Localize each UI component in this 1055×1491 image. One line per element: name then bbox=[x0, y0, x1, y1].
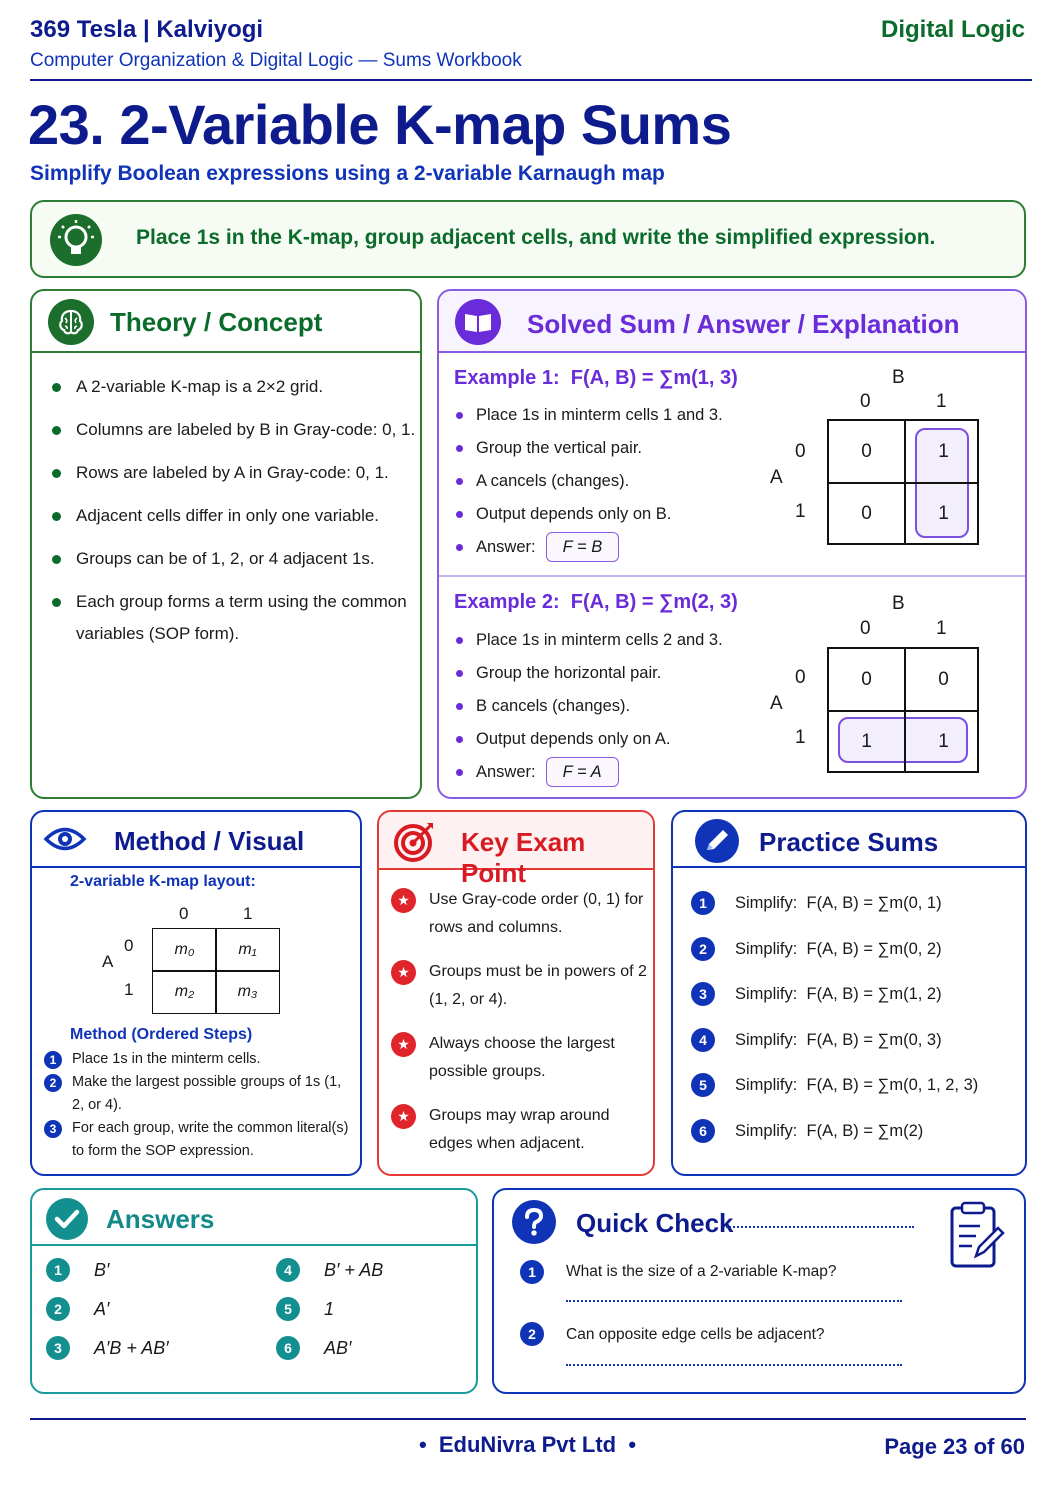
list-item bbox=[391, 958, 651, 1014]
answers-header bbox=[32, 1190, 476, 1246]
pencil-icon bbox=[695, 819, 739, 863]
example-2-kmap bbox=[827, 647, 979, 773]
list-item bbox=[691, 932, 1021, 978]
answer-line[interactable] bbox=[566, 1364, 902, 1366]
example-label: Example 2: bbox=[454, 591, 560, 613]
list-item: A 2-variable K-map is a 2×2 grid. bbox=[50, 371, 420, 403]
method-header bbox=[32, 812, 360, 868]
answer-label: Answer: bbox=[476, 538, 536, 556]
practice-expr: F(A, B) = ∑m(0, 1) bbox=[806, 894, 942, 912]
practice-expr: F(A, B) = ∑m(0, 3) bbox=[806, 1030, 942, 1049]
list-item bbox=[44, 1117, 354, 1163]
example-2-steps bbox=[454, 624, 784, 789]
question-number: 1 bbox=[520, 1260, 544, 1284]
tip-box bbox=[30, 200, 1026, 278]
item-number: 6 bbox=[691, 1119, 715, 1143]
brand-name: 369 Tesla | Kalviyogi bbox=[30, 16, 264, 43]
list-item: Columns are labeled by B in Gray-code: 0, 1. bbox=[50, 414, 420, 446]
answer-item: A′B + AB′ bbox=[94, 1338, 169, 1358]
answer-box: F = A bbox=[546, 757, 619, 787]
kmap-col-header: 1 bbox=[243, 904, 253, 923]
list-item: Groups can be of 1, 2, or 4 adjacent 1s. bbox=[50, 543, 420, 575]
list-item: Group the horizontal pair. bbox=[454, 657, 784, 690]
practice-prefix: Simplify: bbox=[735, 985, 798, 1003]
practice-prefix: Simplify: bbox=[735, 1121, 798, 1140]
kmap-col-header: 1 bbox=[936, 391, 947, 412]
example-2-title bbox=[454, 591, 738, 614]
item-number: 3 bbox=[691, 982, 715, 1006]
bullet-dot: • bbox=[418, 1432, 427, 1457]
answer-item: 1 bbox=[324, 1299, 335, 1319]
step-text: For each group, write the common literal(s) to form the SOP expression. bbox=[72, 1120, 349, 1159]
layout-kmap bbox=[152, 928, 280, 1014]
answer-item: A′ bbox=[94, 1299, 110, 1319]
practice-panel bbox=[671, 810, 1027, 1176]
subject-label: Digital Logic bbox=[881, 16, 1025, 43]
kmap-cell: 0 bbox=[861, 669, 872, 690]
step-text: Make the largest possible groups of 1s (1, 2, or 4). bbox=[72, 1074, 342, 1113]
key-points bbox=[391, 886, 651, 1174]
kmap-row-header: 1 bbox=[795, 727, 806, 748]
star-icon: ★ bbox=[391, 960, 416, 985]
list-item: Group the vertical pair. bbox=[454, 432, 784, 465]
item-number: 5 bbox=[691, 1073, 715, 1097]
kmap-col-var: B bbox=[892, 593, 905, 614]
example-1-steps bbox=[454, 399, 784, 564]
method-panel bbox=[30, 810, 362, 1176]
kmap-cell: m₀ bbox=[174, 941, 195, 958]
list-item: Output depends only on B. bbox=[454, 498, 784, 531]
answer-number: 1 bbox=[46, 1258, 70, 1282]
kmap-row-header: 0 bbox=[795, 667, 806, 688]
kmap-row-var: A bbox=[770, 693, 783, 714]
answer-item: B′ + AB bbox=[324, 1260, 384, 1280]
kmap-row-header: 1 bbox=[124, 980, 134, 999]
question-icon bbox=[512, 1200, 556, 1244]
theory-panel bbox=[30, 289, 422, 799]
example-separator bbox=[439, 575, 1025, 577]
list-item bbox=[691, 1068, 1021, 1114]
quick-check-title: Quick Check bbox=[576, 1208, 734, 1238]
bullet-dot: • bbox=[628, 1432, 637, 1457]
clipboard-icon bbox=[946, 1200, 1006, 1270]
practice-list bbox=[691, 886, 1021, 1159]
kmap-row-header: 1 bbox=[795, 501, 806, 522]
example-1-title bbox=[454, 367, 738, 390]
list-item: Place 1s in minterm cells 1 and 3. bbox=[454, 399, 784, 432]
kmap-col-header: 0 bbox=[179, 904, 189, 923]
kmap-col-header: 0 bbox=[860, 391, 871, 412]
kmap-cell: m₁ bbox=[238, 941, 257, 958]
theory-bullets bbox=[50, 371, 420, 661]
eye-icon bbox=[42, 816, 88, 862]
practice-expr: F(A, B) = ∑m(0, 1, 2, 3) bbox=[806, 1076, 979, 1094]
practice-expr: F(A, B) = ∑m(2) bbox=[806, 1121, 924, 1140]
list-item bbox=[691, 977, 1021, 1023]
book-subtitle: Computer Organization & Digital Logic — Sums Workbook bbox=[30, 50, 522, 71]
kmap-row-header: 0 bbox=[795, 441, 806, 462]
list-item: Adjacent cells differ in only one variable. bbox=[50, 500, 420, 532]
answer-label: Answer: bbox=[476, 763, 536, 781]
example-expression: F(A, B) = ∑m(2, 3) bbox=[570, 591, 738, 613]
kmap-col-header: 0 bbox=[860, 618, 871, 639]
list-item bbox=[391, 1030, 651, 1086]
list-item bbox=[454, 756, 784, 789]
star-icon: ★ bbox=[391, 1032, 416, 1057]
kmap-col-var: B bbox=[892, 367, 905, 388]
title-dots bbox=[726, 1226, 914, 1228]
theory-title: Theory / Concept bbox=[110, 307, 323, 337]
practice-expr: F(A, B) = ∑m(1, 2) bbox=[806, 985, 942, 1003]
example-1-kmap bbox=[827, 419, 979, 545]
kmap-row-var: A bbox=[770, 467, 783, 488]
practice-prefix: Simplify: bbox=[735, 1030, 798, 1049]
step-number: 3 bbox=[44, 1120, 62, 1138]
kmap-row-var: A bbox=[102, 952, 114, 971]
answer-item: B′ bbox=[94, 1260, 110, 1280]
answers-panel bbox=[30, 1188, 478, 1394]
step-number: 2 bbox=[44, 1074, 62, 1092]
list-item bbox=[391, 1102, 651, 1158]
kmap-cell: m₃ bbox=[237, 983, 258, 1000]
header-divider bbox=[30, 79, 1032, 81]
list-item: Place 1s in minterm cells 2 and 3. bbox=[454, 624, 784, 657]
practice-header bbox=[673, 812, 1025, 868]
kmap-cell: m₂ bbox=[174, 983, 195, 1000]
key-exam-header bbox=[379, 812, 653, 888]
method-title: Method / Visual bbox=[114, 826, 305, 856]
question-text: Can opposite edge cells be adjacent? bbox=[566, 1326, 825, 1343]
list-item: Each group forms a term using the common variables (SOP form). bbox=[50, 586, 420, 650]
item-number: 4 bbox=[691, 1028, 715, 1052]
practice-prefix: Simplify: bbox=[735, 1076, 798, 1094]
kmap-divider bbox=[153, 970, 279, 972]
example-expression: F(A, B) = ∑m(1, 3) bbox=[570, 367, 738, 389]
answer-number: 2 bbox=[46, 1297, 70, 1321]
question-text: What is the size of a 2-variable K-map? bbox=[566, 1263, 837, 1280]
kmap-col-header: 1 bbox=[936, 618, 947, 639]
point-text: Groups must be in powers of 2 (1, 2, or 4). bbox=[429, 963, 647, 1008]
practice-expr: F(A, B) = ∑m(0, 2) bbox=[806, 939, 942, 958]
step-number: 1 bbox=[44, 1051, 62, 1069]
kmap-row-header: 0 bbox=[124, 936, 134, 955]
layout-label: 2-variable K-map layout: bbox=[70, 873, 256, 890]
list-item bbox=[454, 531, 784, 564]
answer-number: 4 bbox=[276, 1258, 300, 1282]
tip-text: Place 1s in the K-map, group adjacent cells, and write the simplified expression. bbox=[136, 226, 936, 249]
point-text: Always choose the largest possible groups. bbox=[429, 1035, 615, 1080]
star-icon: ★ bbox=[391, 888, 416, 913]
page-number: Page 23 of 60 bbox=[884, 1434, 1025, 1459]
item-number: 1 bbox=[691, 891, 715, 915]
kmap-cell: 1 bbox=[938, 503, 949, 524]
answer-number: 3 bbox=[46, 1336, 70, 1360]
practice-prefix: Simplify: bbox=[735, 939, 798, 958]
kmap-cell: 1 bbox=[861, 731, 872, 752]
example-label: Example 1: bbox=[454, 367, 560, 389]
point-text: Use Gray-code order (0, 1) for rows and columns. bbox=[429, 891, 644, 936]
practice-title: Practice Sums bbox=[759, 827, 939, 857]
list-item bbox=[44, 1071, 354, 1117]
kmap-divider bbox=[829, 710, 977, 712]
practice-prefix: Simplify: bbox=[735, 894, 798, 912]
page-title: 23. 2-Variable K-map Sums bbox=[28, 93, 732, 156]
checkmark-icon bbox=[46, 1198, 88, 1240]
answer-number: 5 bbox=[276, 1297, 300, 1321]
list-item: Output depends only on A. bbox=[454, 723, 784, 756]
quick-check-panel bbox=[492, 1188, 1026, 1394]
kmap-cell: 1 bbox=[938, 441, 949, 462]
kmap-divider bbox=[829, 482, 977, 484]
footer-divider bbox=[30, 1418, 1026, 1420]
key-exam-panel bbox=[377, 810, 655, 1176]
answers-title: Answers bbox=[106, 1204, 215, 1234]
page-subtitle: Simplify Boolean expressions using a 2-variable Karnaugh map bbox=[30, 162, 665, 185]
kmap-cell: 1 bbox=[938, 731, 949, 752]
solved-title: Solved Sum / Answer / Explanation bbox=[527, 309, 960, 339]
method-steps bbox=[44, 1048, 354, 1163]
list-item bbox=[44, 1048, 354, 1071]
answer-box: F = B bbox=[546, 532, 620, 562]
solved-header bbox=[439, 291, 1025, 353]
answer-item: AB′ bbox=[324, 1338, 352, 1358]
kmap-cell: 0 bbox=[938, 669, 949, 690]
point-text: Groups may wrap around edges when adjacent. bbox=[429, 1107, 610, 1152]
answer-number: 6 bbox=[276, 1336, 300, 1360]
brain-icon bbox=[48, 299, 94, 345]
list-item bbox=[691, 1114, 1021, 1160]
theory-header bbox=[32, 291, 420, 353]
list-item: B cancels (changes). bbox=[454, 690, 784, 723]
step-text: Place 1s in the minterm cells. bbox=[72, 1051, 261, 1067]
item-number: 2 bbox=[691, 937, 715, 961]
lightbulb-icon bbox=[50, 214, 102, 266]
list-item: Rows are labeled by A in Gray-code: 0, 1. bbox=[50, 457, 420, 489]
list-item bbox=[391, 886, 651, 942]
key-exam-title: Key Exam Point bbox=[461, 827, 586, 888]
target-icon bbox=[393, 819, 437, 863]
answer-line[interactable] bbox=[566, 1300, 902, 1302]
list-item bbox=[691, 1023, 1021, 1069]
question-number: 2 bbox=[520, 1322, 544, 1346]
book-icon bbox=[455, 299, 501, 345]
star-icon: ★ bbox=[391, 1104, 416, 1129]
list-item bbox=[691, 886, 1021, 932]
kmap-cell: 0 bbox=[861, 441, 872, 462]
list-item: A cancels (changes). bbox=[454, 465, 784, 498]
steps-title: Method (Ordered Steps) bbox=[70, 1026, 253, 1043]
solved-panel bbox=[437, 289, 1027, 799]
company-name: EduNivra Pvt Ltd bbox=[438, 1432, 617, 1457]
kmap-cell: 0 bbox=[861, 503, 872, 524]
